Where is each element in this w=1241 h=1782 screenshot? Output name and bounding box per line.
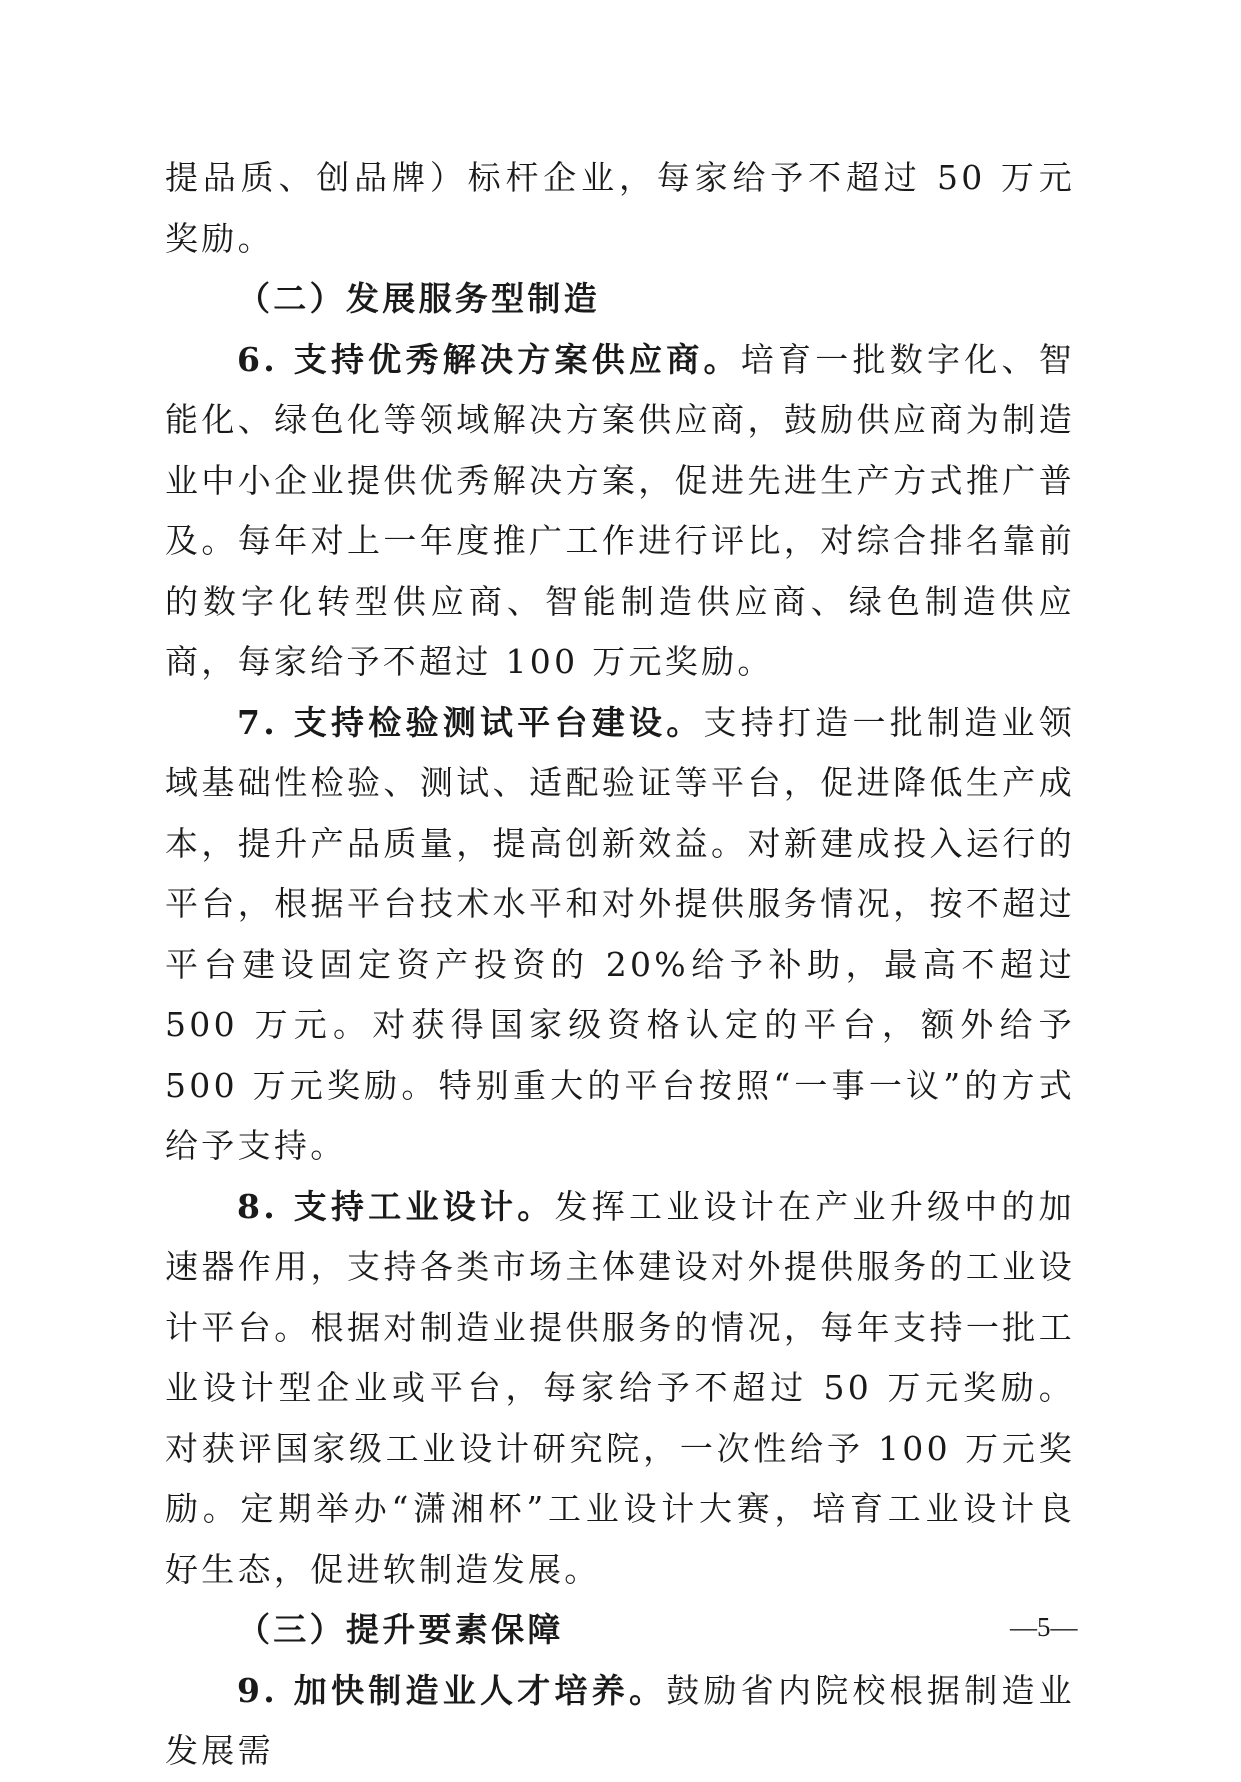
section-heading-3: （三）提升要素保障 <box>237 1610 564 1649</box>
paragraph-item-9 <box>165 1661 1075 1782</box>
item-8-body: 发挥工业设计在产业升级中的加速器作用，支持各类市场主体建设对外提供服务的工业设计平台。根据对制造业提供服务的情况，每年支持一批工业设计型企业或平台，每家给予不超过 50 万元奖励。对获评国家级工业设计研究院，一次性给予 100 万元奖励。定期举办“潇湘杯”工业设计大赛，培育工业设计良好生态，促进软制造发展。 <box>165 1186 1075 1589</box>
item-8-heading: 8. 支持工业设计。 <box>237 1186 555 1226</box>
item-6-heading: 6. 支持优秀解决方案供应商。 <box>237 339 741 379</box>
item-7-body: 支持打造一批制造业领域基础性检验、测试、适配验证等平台，促进降低生产成本，提升产品质量，提高创新效益。对新建成投入运行的平台，根据平台技术水平和对外提供服务情况，按不超过平台建设固定资产投资的 20%给予补助，最高不超过 500 万元。对获得国家级资格认定的平台，额外给予 500 万元奖励。特别重大的平台按照“一事一议”的方式给予支持。 <box>165 702 1076 1165</box>
item-7-heading: 7. 支持检验测试平台建设。 <box>237 702 704 742</box>
item-9-heading: 9. 加快制造业人才培养。 <box>237 1670 667 1710</box>
item-9-body: 鼓励省内院校根据制造业发展需 <box>165 1670 1075 1770</box>
item-6-body: 培育一批数字化、智能化、绿色化等领域解决方案供应商，鼓励供应商为制造业中小企业提供优秀解决方案，促进先进生产方式推广普及。每年对上一年度推广工作进行评比，对综合排名靠前的数字化转型供应商、智能制造供应商、绿色制造供应商，每家给予不超过 100 万元奖励。 <box>165 339 1075 681</box>
paragraph-item-8 <box>165 1177 1075 1601</box>
document-body <box>165 148 1075 1782</box>
section-heading-2: （二）发展服务型制造 <box>237 279 600 318</box>
paragraph-item-7 <box>165 693 1075 1177</box>
paragraph-item-6 <box>165 330 1075 693</box>
page-number: —5— <box>1010 1612 1078 1642</box>
paragraph-continuation: 提品质、创品牌）标杆企业，每家给予不超过 50 万元奖励。 <box>165 158 1075 258</box>
